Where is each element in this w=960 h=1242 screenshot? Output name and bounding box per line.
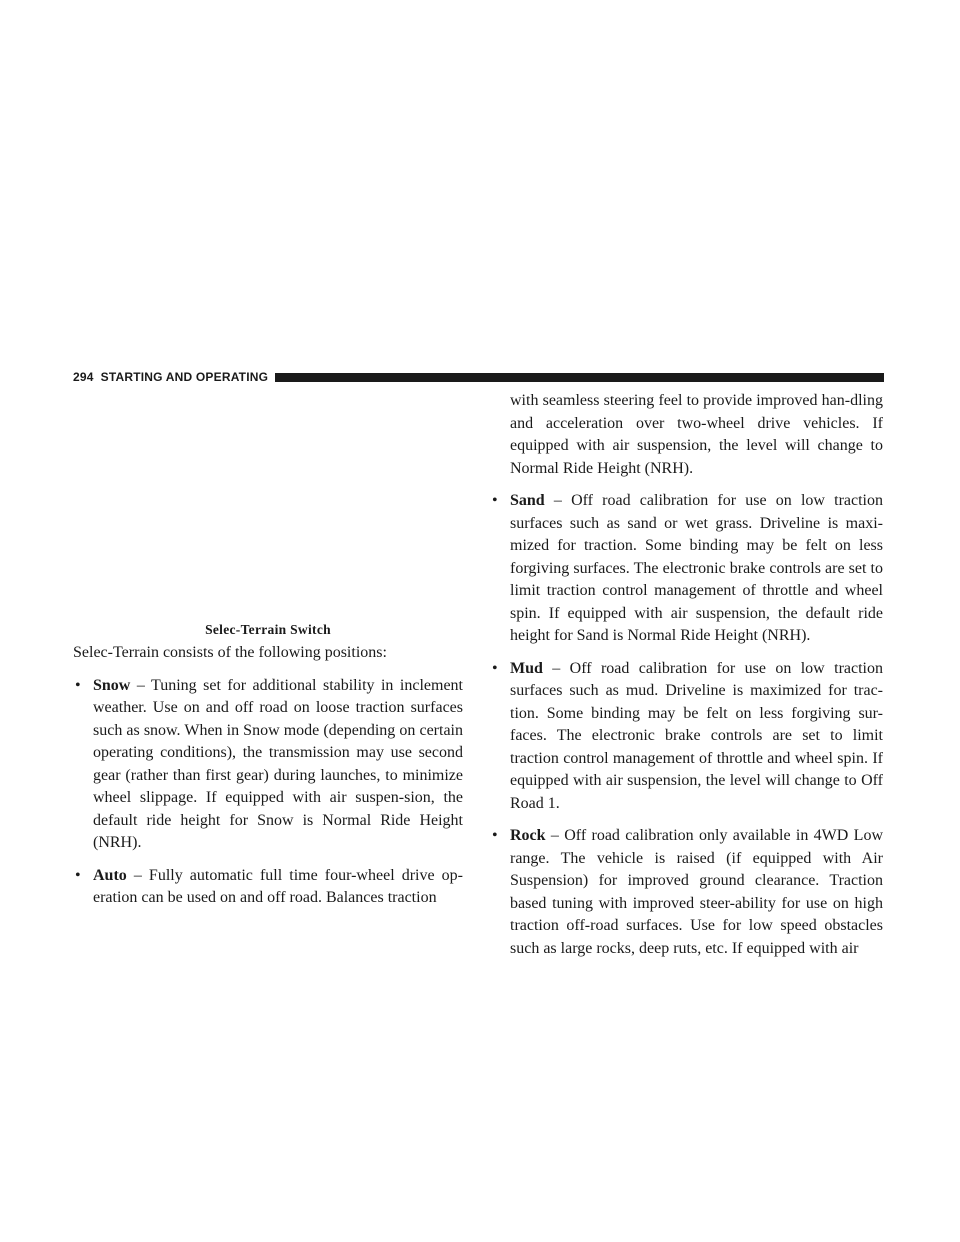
text-snow: – Tuning set for additional stability in inclement weather. Use on and off road on loose traction surfaces such as snow. When in Snow mode (depending on certain operating conditions), the transmission may use second gear (rather than first gear) during launches, to minimize wheel slippage. If equipped with air suspen-sion, the default ride height for Snow is Normal Ride Height (NRH). [93,676,463,851]
bullet: • [492,492,498,509]
figure-caption: Selec-Terrain Switch [205,622,331,637]
intro-paragraph: Selec-Terrain consists of the following positions: [73,644,387,661]
list-item-auto [73,865,463,910]
bullet: • [75,866,81,884]
term-sand: Sand [510,492,545,509]
section-title: STARTING AND OPERATING [100,370,269,384]
page-number: 294 [73,370,94,384]
bullet: • [492,659,498,677]
term-auto: Auto [93,866,127,884]
bullet: • [492,827,498,844]
term-snow: Snow [93,676,131,694]
list-item-mud [490,658,883,816]
figure-image [73,392,463,617]
page-header [73,370,884,384]
right-column [490,390,883,970]
left-column [73,642,463,920]
bullet: • [75,676,81,694]
continuation-paragraph: with seamless steering feel to provide improved han-dling and acceleration over two-wheel drive vehicles. If equipped with air suspension, the level will change to Normal Ride Height (NRH). [510,392,883,477]
header-rule [275,373,884,382]
positions-list-left [73,675,463,910]
term-mud: Mud [510,659,543,677]
text-sand: – Off road calibration for use on low traction surfaces such as sand or wet grass. Driveline is maxi-mized for traction. Some binding may be felt on less forgiving surfaces. The electronic brake controls are set to limit traction control management of throttle and wheel spin. If equipped with air suspension, the default ride height for Sand is Normal Ride Height (NRH). [510,492,883,644]
text-auto: – Fully automatic full time four-wheel drive op-eration can be used on and off road. Balances traction [93,866,463,906]
term-rock: Rock [510,827,546,844]
text-mud: – Off road calibration for use on low traction surfaces such as mud. Driveline is maximized for trac-tion. Some binding may be felt on less forgiving sur-faces. The electronic brake controls are set to limit traction control management of throttle and wheel spin. If equipped with air suspension, the level will change to Off Road 1. [510,659,883,812]
list-item-sand [490,490,883,648]
list-item-rock [490,825,883,960]
text-rock: – Off road calibration only available in 4WD Low range. The vehicle is raised (if equipped with Air Suspension) for improved ground clearance. Traction based tuning with improved steer-ability for use on high traction off-road surfaces. Use for low speed obstacles such as large rocks, deep ruts, etc. If equipped with air [510,827,883,957]
positions-list-right [490,490,883,960]
list-item-snow [73,675,463,855]
